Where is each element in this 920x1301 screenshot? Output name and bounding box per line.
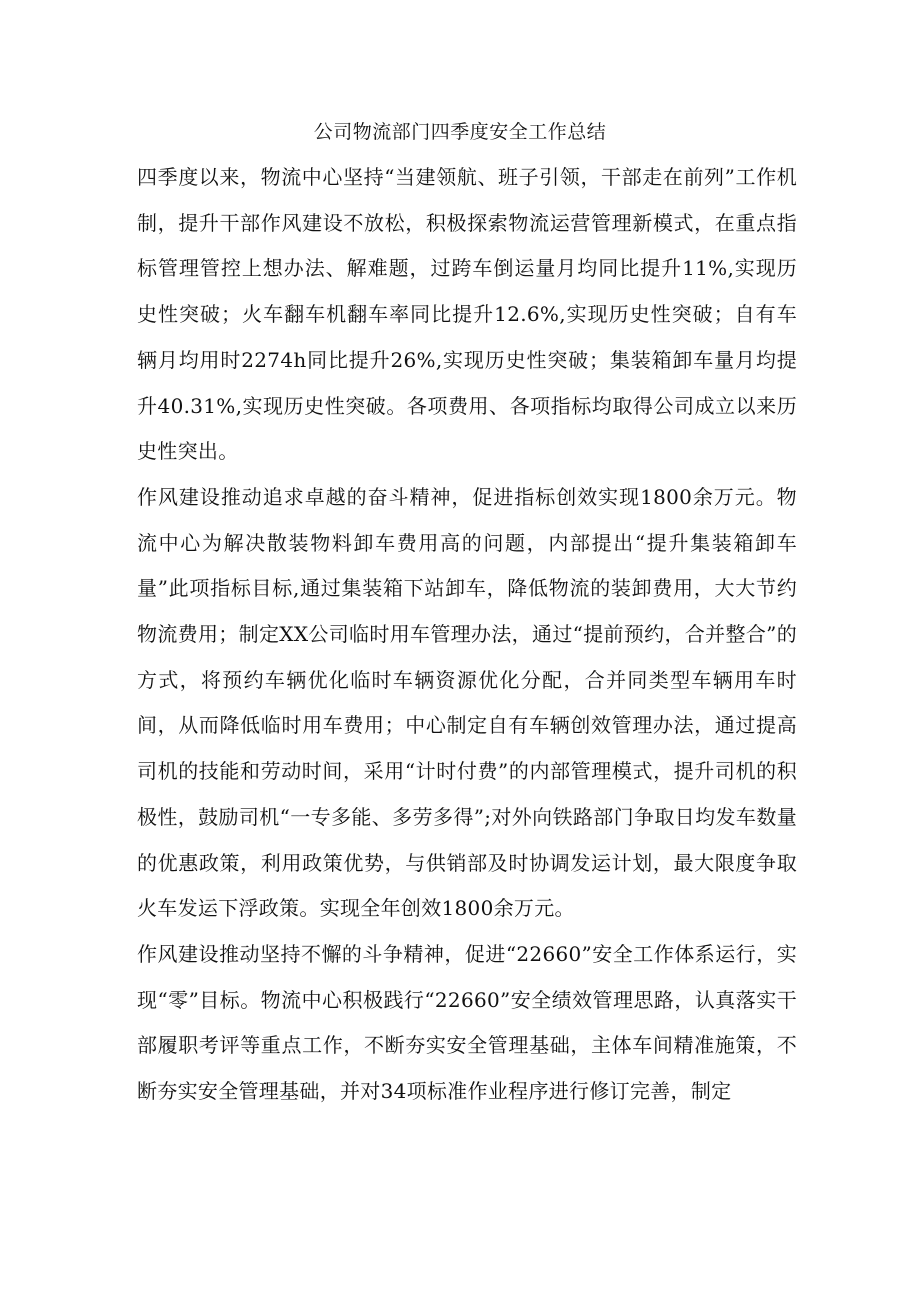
paragraph-3: 作风建设推动坚持不懈的斗争精神，促进“22660”安全工作体系运行，实现“零”目标。物流中心积极践行“22660”安全绩效管理思路，认真落实干部履职考评等重点工作，不断夯实安全管理基础，主体车间精准施策，不断夯实安全管理基础，并对34项标准作业程序进行修订完善，制定 — [137, 941, 797, 1104]
paragraph-2: 作风建设推动追求卓越的奋斗精神，促进指标创效实现1800余万元。物流中心为解决散装物料卸车费用高的问题，内部提出“提升集装箱卸车量”此项指标目标,通过集装箱下站卸车，降低物流的装卸费用，大大节约物流费用；制定XX公司临时用车管理办法，通过“提前预约，合并整合”的方式，将预约车辆优化临时车辆资源优化分配，合并同类型车辆用车时间，从而降低临时用车费用；中心制定自有车辆创效管理办法，通过提高司机的技能和劳动时间，采用“计时付费”的内部管理模式，提升司机的积极性，鼓励司机“一专多能、多劳多得”;对外向铁路部门争取日均发车数量的优惠政策，利用政策优势，与供销部及时协调发运计划，最大限度争取火车发运下浮政策。实现全年创效1800余万元。 — [137, 484, 797, 921]
document-title: 公司物流部门四季度安全工作总结 — [313, 121, 607, 143]
paragraph-1: 四季度以来，物流中心坚持“当建领航、班子引领，干部走在前列”工作机制，提升干部作风建设不放松，积极探索物流运营管理新模式，在重点指标管理管控上想办法、解难题，过跨车倒运量月均同比提升11%,实现历史性突破；火车翻车机翻车率同比提升12.6%,实现历史性突破；自有车辆月均用时2274h同比提升26%,实现历史性突破；集装箱卸车量月均提升40.31%,实现历史性突破。各项费用、各项指标均取得公司成立以来历史性突出。 — [137, 165, 797, 464]
document-body — [137, 155, 797, 1115]
